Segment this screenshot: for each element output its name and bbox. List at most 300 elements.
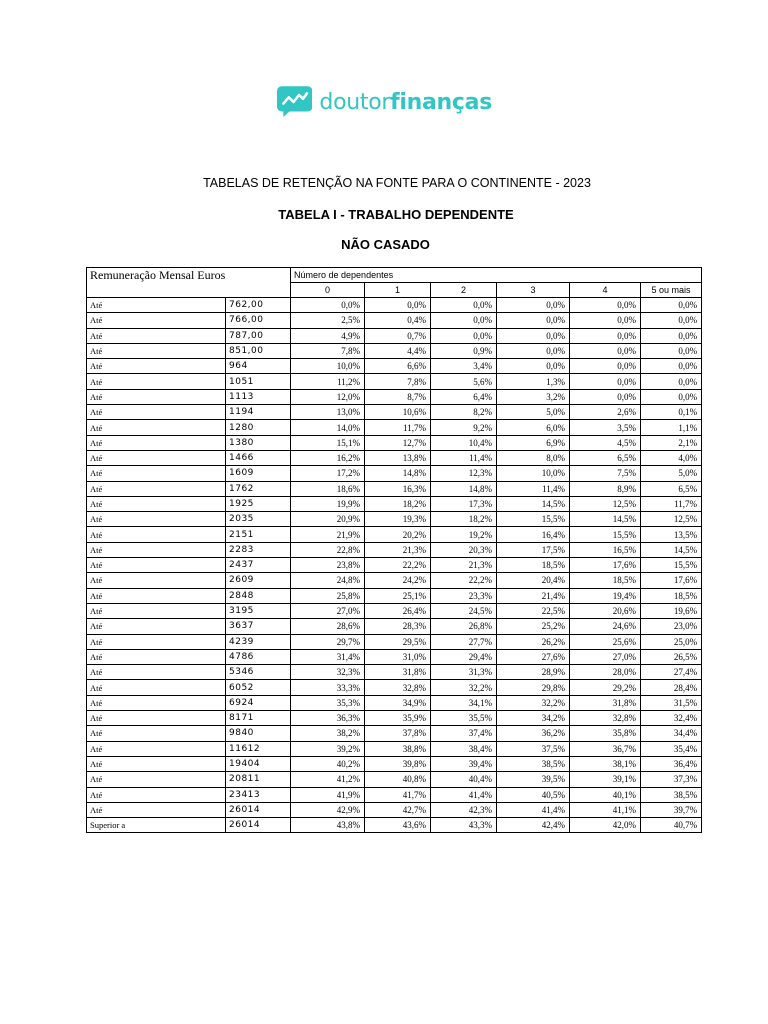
row-label: Até <box>87 726 226 741</box>
row-amount: 2437 <box>226 558 291 573</box>
rate-cell: 22,5% <box>497 603 570 618</box>
rate-cell: 29,4% <box>431 649 497 664</box>
rate-cell: 0,0% <box>365 298 431 313</box>
row-amount: 762,00 <box>226 298 291 313</box>
rate-cell: 3,4% <box>431 359 497 374</box>
rate-cell: 7,5% <box>570 466 641 481</box>
rate-cell: 43,8% <box>291 818 365 833</box>
rate-cell: 16,2% <box>291 450 365 465</box>
rate-cell: 42,9% <box>291 802 365 817</box>
rate-cell: 6,0% <box>497 420 570 435</box>
rate-cell: 4,4% <box>365 343 431 358</box>
rate-cell: 14,5% <box>570 512 641 527</box>
rate-cell: 7,8% <box>365 374 431 389</box>
rate-cell: 0,0% <box>641 313 702 328</box>
row-label: Até <box>87 787 226 802</box>
row-amount: 1113 <box>226 389 291 404</box>
rate-cell: 14,0% <box>291 420 365 435</box>
row-label: Até <box>87 435 226 450</box>
rate-cell: 17,6% <box>570 558 641 573</box>
row-amount: 9840 <box>226 726 291 741</box>
row-label: Até <box>87 496 226 511</box>
row-amount: 2151 <box>226 527 291 542</box>
table-row <box>87 542 702 557</box>
rate-cell: 37,8% <box>365 726 431 741</box>
rate-cell: 40,2% <box>291 756 365 771</box>
rate-cell: 36,4% <box>641 756 702 771</box>
rate-cell: 6,6% <box>365 359 431 374</box>
rate-cell: 26,8% <box>431 619 497 634</box>
table-row <box>87 573 702 588</box>
row-label: Até <box>87 619 226 634</box>
rate-cell: 29,8% <box>497 680 570 695</box>
rate-cell: 32,3% <box>291 665 365 680</box>
rate-cell: 18,2% <box>431 512 497 527</box>
row-amount: 1609 <box>226 466 291 481</box>
rate-cell: 40,1% <box>570 787 641 802</box>
rate-cell: 39,7% <box>641 802 702 817</box>
brand-name-bold: finanças <box>390 89 492 115</box>
table-row <box>87 603 702 618</box>
rate-cell: 14,5% <box>641 542 702 557</box>
rate-cell: 32,2% <box>431 680 497 695</box>
rate-cell: 2,1% <box>641 435 702 450</box>
income-header: Remuneração Mensal Euros <box>87 268 291 298</box>
rate-cell: 8,7% <box>365 389 431 404</box>
row-label: Até <box>87 527 226 542</box>
table-row <box>87 741 702 756</box>
table-row <box>87 450 702 465</box>
rate-cell: 27,0% <box>570 649 641 664</box>
rate-cell: 25,0% <box>641 634 702 649</box>
row-label: Até <box>87 680 226 695</box>
row-amount: 964 <box>226 359 291 374</box>
rate-cell: 15,5% <box>497 512 570 527</box>
rate-cell: 38,4% <box>431 741 497 756</box>
brand-wordmark <box>319 90 492 115</box>
table-row <box>87 481 702 496</box>
rate-cell: 31,5% <box>641 695 702 710</box>
row-amount: 2035 <box>226 512 291 527</box>
rate-cell: 2,6% <box>570 405 641 420</box>
rate-cell: 39,4% <box>431 756 497 771</box>
table-row <box>87 298 702 313</box>
rate-cell: 0,1% <box>641 405 702 420</box>
table-row <box>87 711 702 726</box>
dependents-column-header: 2 <box>431 283 497 298</box>
rate-cell: 42,7% <box>365 802 431 817</box>
rate-cell: 37,4% <box>431 726 497 741</box>
rate-cell: 40,8% <box>365 772 431 787</box>
rate-cell: 0,0% <box>431 313 497 328</box>
row-label: Até <box>87 802 226 817</box>
dependents-column-header: 4 <box>570 283 641 298</box>
rate-cell: 0,4% <box>365 313 431 328</box>
rate-cell: 0,0% <box>570 389 641 404</box>
rate-cell: 37,5% <box>497 741 570 756</box>
table-row <box>87 665 702 680</box>
rate-cell: 8,2% <box>431 405 497 420</box>
row-label: Superior a <box>87 818 226 833</box>
rate-cell: 42,3% <box>431 802 497 817</box>
rate-cell: 36,2% <box>497 726 570 741</box>
rate-cell: 0,0% <box>291 298 365 313</box>
rate-cell: 17,2% <box>291 466 365 481</box>
row-amount: 8171 <box>226 711 291 726</box>
rate-cell: 38,5% <box>641 787 702 802</box>
rate-cell: 10,0% <box>497 466 570 481</box>
rate-cell: 37,3% <box>641 772 702 787</box>
rate-cell: 28,9% <box>497 665 570 680</box>
table-row <box>87 818 702 833</box>
row-label: Até <box>87 313 226 328</box>
rate-cell: 19,2% <box>431 527 497 542</box>
row-label: Até <box>87 649 226 664</box>
rate-cell: 15,5% <box>570 527 641 542</box>
table-row <box>87 527 702 542</box>
row-amount: 766,00 <box>226 313 291 328</box>
rate-cell: 0,0% <box>641 343 702 358</box>
rate-cell: 35,3% <box>291 695 365 710</box>
rate-cell: 20,3% <box>431 542 497 557</box>
rate-cell: 18,5% <box>641 588 702 603</box>
rate-cell: 0,0% <box>641 359 702 374</box>
rate-cell: 18,6% <box>291 481 365 496</box>
rate-cell: 39,1% <box>570 772 641 787</box>
rate-cell: 23,3% <box>431 588 497 603</box>
rate-cell: 14,8% <box>365 466 431 481</box>
rate-cell: 29,7% <box>291 634 365 649</box>
rate-cell: 5,6% <box>431 374 497 389</box>
row-amount: 11612 <box>226 741 291 756</box>
row-label: Até <box>87 634 226 649</box>
table-row <box>87 802 702 817</box>
row-amount: 1194 <box>226 405 291 420</box>
row-amount: 20811 <box>226 772 291 787</box>
table-row <box>87 389 702 404</box>
rate-cell: 15,1% <box>291 435 365 450</box>
table-row <box>87 619 702 634</box>
rate-cell: 7,8% <box>291 343 365 358</box>
rate-cell: 0,0% <box>570 343 641 358</box>
rate-cell: 16,3% <box>365 481 431 496</box>
rate-cell: 23,8% <box>291 558 365 573</box>
dependents-header: Número de dependentes <box>291 268 702 283</box>
rate-cell: 17,5% <box>497 542 570 557</box>
rate-cell: 11,4% <box>431 450 497 465</box>
row-amount: 4786 <box>226 649 291 664</box>
rate-cell: 34,1% <box>431 695 497 710</box>
rate-cell: 38,8% <box>365 741 431 756</box>
row-label: Até <box>87 420 226 435</box>
rate-cell: 32,8% <box>570 711 641 726</box>
table-row <box>87 512 702 527</box>
rate-cell: 40,5% <box>497 787 570 802</box>
rate-cell: 27,4% <box>641 665 702 680</box>
rate-cell: 41,2% <box>291 772 365 787</box>
rate-cell: 35,4% <box>641 741 702 756</box>
row-amount: 851,00 <box>226 343 291 358</box>
table-row <box>87 772 702 787</box>
rate-cell: 34,2% <box>497 711 570 726</box>
row-label: Até <box>87 466 226 481</box>
table-row <box>87 496 702 511</box>
rate-cell: 0,0% <box>497 359 570 374</box>
rate-cell: 22,2% <box>365 558 431 573</box>
rate-cell: 43,3% <box>431 818 497 833</box>
table-row <box>87 695 702 710</box>
row-label: Até <box>87 512 226 527</box>
rate-cell: 17,3% <box>431 496 497 511</box>
rate-cell: 19,9% <box>291 496 365 511</box>
row-amount: 23413 <box>226 787 291 802</box>
rate-cell: 25,2% <box>497 619 570 634</box>
rate-cell: 26,4% <box>365 603 431 618</box>
rate-cell: 0,0% <box>497 328 570 343</box>
rate-cell: 4,5% <box>570 435 641 450</box>
rate-cell: 32,2% <box>497 695 570 710</box>
rate-cell: 28,6% <box>291 619 365 634</box>
rate-cell: 41,4% <box>497 802 570 817</box>
rate-cell: 6,4% <box>431 389 497 404</box>
dependents-column-header: 1 <box>365 283 431 298</box>
rate-cell: 35,8% <box>570 726 641 741</box>
row-amount: 1280 <box>226 420 291 435</box>
rate-cell: 39,2% <box>291 741 365 756</box>
rate-cell: 0,0% <box>570 298 641 313</box>
rate-cell: 14,5% <box>497 496 570 511</box>
rate-cell: 38,1% <box>570 756 641 771</box>
table-row <box>87 420 702 435</box>
rate-cell: 16,4% <box>497 527 570 542</box>
row-label: Até <box>87 405 226 420</box>
row-label: Até <box>87 450 226 465</box>
rate-cell: 27,7% <box>431 634 497 649</box>
rate-cell: 28,4% <box>641 680 702 695</box>
rate-cell: 10,4% <box>431 435 497 450</box>
rate-cell: 29,5% <box>365 634 431 649</box>
rate-cell: 31,8% <box>365 665 431 680</box>
rate-cell: 0,0% <box>497 298 570 313</box>
rate-cell: 26,2% <box>497 634 570 649</box>
row-label: Até <box>87 389 226 404</box>
row-label: Até <box>87 542 226 557</box>
rate-cell: 41,1% <box>570 802 641 817</box>
rate-cell: 5,0% <box>641 466 702 481</box>
table-title: TABELA I - TRABALHO DEPENDENTE <box>278 207 514 222</box>
rate-cell: 20,2% <box>365 527 431 542</box>
rate-cell: 6,9% <box>497 435 570 450</box>
rate-cell: 1,1% <box>641 420 702 435</box>
rate-cell: 13,5% <box>641 527 702 542</box>
rate-cell: 0,0% <box>641 374 702 389</box>
chart-chat-bubble-icon <box>277 82 312 122</box>
rate-cell: 1,3% <box>497 374 570 389</box>
row-label: Até <box>87 741 226 756</box>
rate-cell: 32,4% <box>641 711 702 726</box>
rate-cell: 0,0% <box>570 359 641 374</box>
table-row <box>87 756 702 771</box>
row-amount: 1466 <box>226 450 291 465</box>
rate-cell: 12,5% <box>570 496 641 511</box>
rate-cell: 33,3% <box>291 680 365 695</box>
marital-status-title: NÃO CASADO <box>341 237 430 252</box>
rate-cell: 13,8% <box>365 450 431 465</box>
rate-cell: 24,2% <box>365 573 431 588</box>
rate-cell: 41,9% <box>291 787 365 802</box>
rate-cell: 0,7% <box>365 328 431 343</box>
rate-cell: 31,4% <box>291 649 365 664</box>
rate-cell: 11,7% <box>641 496 702 511</box>
rate-cell: 29,2% <box>570 680 641 695</box>
row-amount: 1380 <box>226 435 291 450</box>
row-amount: 19404 <box>226 756 291 771</box>
rate-cell: 12,5% <box>641 512 702 527</box>
table-row <box>87 359 702 374</box>
rate-cell: 23,0% <box>641 619 702 634</box>
rate-cell: 26,5% <box>641 649 702 664</box>
rate-cell: 17,6% <box>641 573 702 588</box>
rate-cell: 38,5% <box>497 756 570 771</box>
rate-cell: 38,2% <box>291 726 365 741</box>
table-body <box>87 298 702 833</box>
table-row <box>87 374 702 389</box>
row-amount: 2609 <box>226 573 291 588</box>
rate-cell: 21,4% <box>497 588 570 603</box>
rate-cell: 12,7% <box>365 435 431 450</box>
rate-cell: 4,0% <box>641 450 702 465</box>
dependents-column-header: 3 <box>497 283 570 298</box>
row-label: Até <box>87 573 226 588</box>
rate-cell: 3,2% <box>497 389 570 404</box>
rate-cell: 20,6% <box>570 603 641 618</box>
rate-cell: 9,2% <box>431 420 497 435</box>
rate-cell: 20,9% <box>291 512 365 527</box>
withholding-table <box>86 267 702 833</box>
table-row <box>87 328 702 343</box>
table-row <box>87 435 702 450</box>
row-label: Até <box>87 343 226 358</box>
row-amount: 2848 <box>226 588 291 603</box>
rate-cell: 0,0% <box>431 328 497 343</box>
row-label: Até <box>87 772 226 787</box>
row-amount: 1051 <box>226 374 291 389</box>
rate-cell: 19,6% <box>641 603 702 618</box>
rate-cell: 40,4% <box>431 772 497 787</box>
rate-cell: 25,1% <box>365 588 431 603</box>
row-label: Até <box>87 374 226 389</box>
dependents-column-header: 0 <box>291 283 365 298</box>
rate-cell: 41,7% <box>365 787 431 802</box>
rate-cell: 0,0% <box>570 374 641 389</box>
rate-cell: 34,9% <box>365 695 431 710</box>
row-amount: 3637 <box>226 619 291 634</box>
rate-cell: 21,3% <box>431 558 497 573</box>
rate-cell: 40,7% <box>641 818 702 833</box>
row-amount: 787,00 <box>226 328 291 343</box>
row-label: Até <box>87 359 226 374</box>
rate-cell: 35,9% <box>365 711 431 726</box>
rate-cell: 0,0% <box>497 343 570 358</box>
row-amount: 4239 <box>226 634 291 649</box>
row-label: Até <box>87 588 226 603</box>
rate-cell: 0,0% <box>641 298 702 313</box>
rate-cell: 0,0% <box>570 328 641 343</box>
row-label: Até <box>87 328 226 343</box>
table-row <box>87 405 702 420</box>
row-amount: 1925 <box>226 496 291 511</box>
rate-cell: 39,5% <box>497 772 570 787</box>
rate-cell: 20,4% <box>497 573 570 588</box>
rate-cell: 27,6% <box>497 649 570 664</box>
row-amount: 26014 <box>226 802 291 817</box>
rate-cell: 4,9% <box>291 328 365 343</box>
table-row <box>87 726 702 741</box>
rate-cell: 10,6% <box>365 405 431 420</box>
rate-cell: 15,5% <box>641 558 702 573</box>
rate-cell: 21,3% <box>365 542 431 557</box>
row-amount: 1762 <box>226 481 291 496</box>
table-row <box>87 466 702 481</box>
rate-cell: 13,0% <box>291 405 365 420</box>
rate-cell: 24,5% <box>431 603 497 618</box>
table-row <box>87 313 702 328</box>
rate-cell: 19,3% <box>365 512 431 527</box>
rate-cell: 0,0% <box>431 298 497 313</box>
rate-cell: 43,6% <box>365 818 431 833</box>
row-label: Até <box>87 558 226 573</box>
rate-cell: 0,0% <box>570 313 641 328</box>
rate-cell: 5,0% <box>497 405 570 420</box>
row-label: Até <box>87 756 226 771</box>
table-row <box>87 343 702 358</box>
rate-cell: 18,2% <box>365 496 431 511</box>
rate-cell: 11,2% <box>291 374 365 389</box>
rate-cell: 42,4% <box>497 818 570 833</box>
rate-cell: 0,0% <box>641 389 702 404</box>
rate-cell: 25,8% <box>291 588 365 603</box>
row-label: Até <box>87 298 226 313</box>
rate-cell: 12,3% <box>431 466 497 481</box>
row-amount: 3195 <box>226 603 291 618</box>
document-title: TABELAS DE RETENÇÃO NA FONTE PARA O CONTINENTE - 2023 <box>203 176 591 190</box>
rate-cell: 36,7% <box>570 741 641 756</box>
rate-cell: 8,0% <box>497 450 570 465</box>
rate-cell: 0,0% <box>497 313 570 328</box>
brand-name-light: doutor <box>319 89 391 115</box>
rate-cell: 3,5% <box>570 420 641 435</box>
dependents-column-header: 5 ou mais <box>641 283 702 298</box>
rate-cell: 14,8% <box>431 481 497 496</box>
rate-cell: 16,5% <box>570 542 641 557</box>
rate-cell: 0,9% <box>431 343 497 358</box>
table-row <box>87 634 702 649</box>
row-label: Até <box>87 481 226 496</box>
rate-cell: 31,0% <box>365 649 431 664</box>
table-row <box>87 787 702 802</box>
rate-cell: 28,3% <box>365 619 431 634</box>
row-label: Até <box>87 695 226 710</box>
rate-cell: 31,8% <box>570 695 641 710</box>
rate-cell: 6,5% <box>641 481 702 496</box>
row-amount: 26014 <box>226 818 291 833</box>
rate-cell: 32,8% <box>365 680 431 695</box>
rate-cell: 35,5% <box>431 711 497 726</box>
row-label: Até <box>87 711 226 726</box>
rate-cell: 22,2% <box>431 573 497 588</box>
table-row <box>87 680 702 695</box>
row-amount: 6924 <box>226 695 291 710</box>
